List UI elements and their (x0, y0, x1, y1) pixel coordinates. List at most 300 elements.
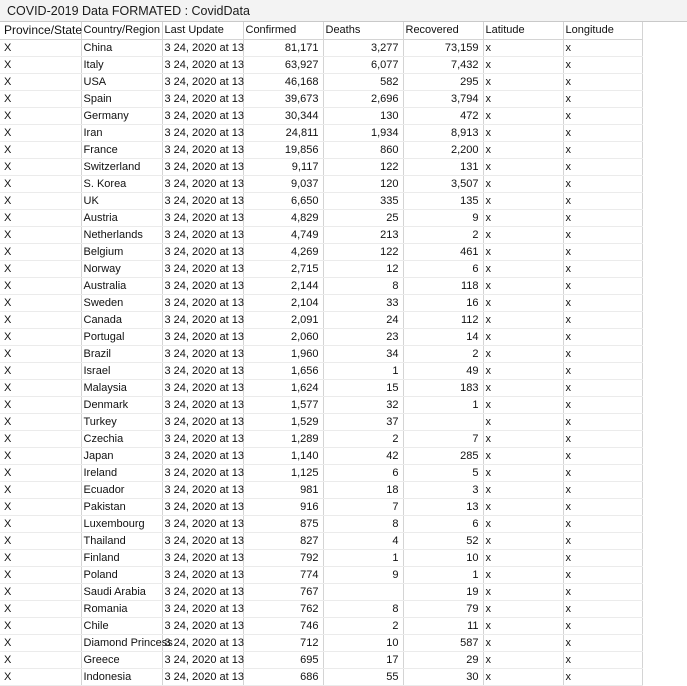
recovered-cell[interactable]: 79 (403, 600, 483, 617)
latitude-cell[interactable]: x (483, 345, 563, 362)
confirmed-cell[interactable]: 695 (243, 651, 323, 668)
last-update-cell[interactable]: 3 24, 2020 at 13 (162, 668, 243, 685)
country-region-cell[interactable]: Brazil (81, 345, 162, 362)
recovered-cell[interactable]: 19 (403, 583, 483, 600)
recovered-cell[interactable]: 461 (403, 243, 483, 260)
latitude-cell[interactable]: x (483, 209, 563, 226)
deaths-cell[interactable]: 582 (323, 73, 403, 90)
confirmed-cell[interactable]: 9,117 (243, 158, 323, 175)
table-row[interactable] (0, 243, 642, 260)
deaths-cell[interactable]: 23 (323, 328, 403, 345)
recovered-cell[interactable]: 3 (403, 481, 483, 498)
latitude-cell[interactable]: x (483, 413, 563, 430)
confirmed-cell[interactable]: 19,856 (243, 141, 323, 158)
longitude-cell[interactable]: x (563, 481, 642, 498)
table-row[interactable] (0, 396, 642, 413)
province-state-cell[interactable]: X (0, 107, 81, 124)
confirmed-cell[interactable]: 1,960 (243, 345, 323, 362)
confirmed-cell[interactable]: 827 (243, 532, 323, 549)
province-state-cell[interactable]: X (0, 481, 81, 498)
province-state-cell[interactable]: X (0, 549, 81, 566)
table-row[interactable] (0, 634, 642, 651)
last-update-cell[interactable]: 3 24, 2020 at 13 (162, 396, 243, 413)
table-row[interactable] (0, 362, 642, 379)
table-row[interactable] (0, 447, 642, 464)
longitude-cell[interactable]: x (563, 498, 642, 515)
deaths-cell[interactable]: 7 (323, 498, 403, 515)
last-update-cell[interactable]: 3 24, 2020 at 13 (162, 464, 243, 481)
table-row[interactable] (0, 209, 642, 226)
table-row[interactable] (0, 158, 642, 175)
latitude-cell[interactable]: x (483, 379, 563, 396)
last-update-cell[interactable]: 3 24, 2020 at 13 (162, 158, 243, 175)
country-region-cell[interactable]: Sweden (81, 294, 162, 311)
last-update-cell[interactable]: 3 24, 2020 at 13 (162, 362, 243, 379)
longitude-cell[interactable]: x (563, 73, 642, 90)
recovered-cell[interactable]: 29 (403, 651, 483, 668)
province-state-cell[interactable]: X (0, 379, 81, 396)
last-update-cell[interactable]: 3 24, 2020 at 13 (162, 226, 243, 243)
longitude-cell[interactable]: x (563, 39, 642, 56)
deaths-cell[interactable]: 122 (323, 243, 403, 260)
confirmed-cell[interactable]: 712 (243, 634, 323, 651)
confirmed-cell[interactable]: 1,289 (243, 430, 323, 447)
province-state-cell[interactable]: X (0, 617, 81, 634)
column-header-country-region[interactable]: Country/Region (81, 22, 162, 39)
deaths-cell[interactable]: 10 (323, 634, 403, 651)
table-row[interactable] (0, 39, 642, 56)
recovered-cell[interactable]: 30 (403, 668, 483, 685)
latitude-cell[interactable]: x (483, 311, 563, 328)
table-row[interactable] (0, 175, 642, 192)
province-state-cell[interactable]: X (0, 583, 81, 600)
latitude-cell[interactable]: x (483, 464, 563, 481)
country-region-cell[interactable]: Romania (81, 600, 162, 617)
table-row[interactable] (0, 328, 642, 345)
country-region-cell[interactable]: Israel (81, 362, 162, 379)
table-row[interactable] (0, 532, 642, 549)
confirmed-cell[interactable]: 4,269 (243, 243, 323, 260)
country-region-cell[interactable]: S. Korea (81, 175, 162, 192)
recovered-cell[interactable]: 5 (403, 464, 483, 481)
longitude-cell[interactable]: x (563, 362, 642, 379)
last-update-cell[interactable]: 3 24, 2020 at 13 (162, 107, 243, 124)
confirmed-cell[interactable]: 686 (243, 668, 323, 685)
longitude-cell[interactable]: x (563, 158, 642, 175)
province-state-cell[interactable]: X (0, 243, 81, 260)
deaths-cell[interactable]: 122 (323, 158, 403, 175)
deaths-cell[interactable]: 130 (323, 107, 403, 124)
column-header-longitude[interactable]: Longitude (563, 22, 642, 39)
last-update-cell[interactable]: 3 24, 2020 at 13 (162, 515, 243, 532)
recovered-cell[interactable]: 52 (403, 532, 483, 549)
latitude-cell[interactable]: x (483, 498, 563, 515)
deaths-cell[interactable]: 213 (323, 226, 403, 243)
latitude-cell[interactable]: x (483, 396, 563, 413)
latitude-cell[interactable]: x (483, 651, 563, 668)
last-update-cell[interactable]: 3 24, 2020 at 13 (162, 345, 243, 362)
longitude-cell[interactable]: x (563, 668, 642, 685)
recovered-cell[interactable]: 7 (403, 430, 483, 447)
latitude-cell[interactable]: x (483, 430, 563, 447)
recovered-cell[interactable]: 285 (403, 447, 483, 464)
province-state-cell[interactable]: X (0, 600, 81, 617)
column-header-province-state[interactable]: Province/State (0, 22, 81, 39)
deaths-cell[interactable]: 2 (323, 617, 403, 634)
recovered-cell[interactable]: 9 (403, 209, 483, 226)
last-update-cell[interactable]: 3 24, 2020 at 13 (162, 447, 243, 464)
latitude-cell[interactable]: x (483, 56, 563, 73)
confirmed-cell[interactable]: 39,673 (243, 90, 323, 107)
recovered-cell[interactable]: 73,159 (403, 39, 483, 56)
country-region-cell[interactable]: Pakistan (81, 498, 162, 515)
country-region-cell[interactable]: France (81, 141, 162, 158)
country-region-cell[interactable]: UK (81, 192, 162, 209)
column-header-deaths[interactable]: Deaths (323, 22, 403, 39)
province-state-cell[interactable]: X (0, 651, 81, 668)
deaths-cell[interactable]: 6 (323, 464, 403, 481)
table-row[interactable] (0, 294, 642, 311)
deaths-cell[interactable]: 25 (323, 209, 403, 226)
confirmed-cell[interactable]: 2,144 (243, 277, 323, 294)
longitude-cell[interactable]: x (563, 515, 642, 532)
country-region-cell[interactable]: Finland (81, 549, 162, 566)
confirmed-cell[interactable]: 767 (243, 583, 323, 600)
table-row[interactable] (0, 56, 642, 73)
province-state-cell[interactable]: X (0, 192, 81, 209)
confirmed-cell[interactable]: 762 (243, 600, 323, 617)
province-state-cell[interactable]: X (0, 413, 81, 430)
latitude-cell[interactable]: x (483, 634, 563, 651)
confirmed-cell[interactable]: 774 (243, 566, 323, 583)
latitude-cell[interactable]: x (483, 260, 563, 277)
province-state-cell[interactable]: X (0, 498, 81, 515)
last-update-cell[interactable]: 3 24, 2020 at 13 (162, 243, 243, 260)
last-update-cell[interactable]: 3 24, 2020 at 13 (162, 498, 243, 515)
longitude-cell[interactable]: x (563, 90, 642, 107)
deaths-cell[interactable]: 12 (323, 260, 403, 277)
longitude-cell[interactable]: x (563, 328, 642, 345)
province-state-cell[interactable]: X (0, 345, 81, 362)
deaths-cell[interactable]: 15 (323, 379, 403, 396)
table-row[interactable] (0, 311, 642, 328)
recovered-cell[interactable]: 6 (403, 515, 483, 532)
latitude-cell[interactable]: x (483, 243, 563, 260)
country-region-cell[interactable]: Iran (81, 124, 162, 141)
country-region-cell[interactable]: Turkey (81, 413, 162, 430)
longitude-cell[interactable]: x (563, 532, 642, 549)
last-update-cell[interactable]: 3 24, 2020 at 13 (162, 430, 243, 447)
confirmed-cell[interactable]: 1,125 (243, 464, 323, 481)
latitude-cell[interactable]: x (483, 447, 563, 464)
data-grid[interactable] (0, 22, 687, 683)
recovered-cell[interactable]: 135 (403, 192, 483, 209)
table-row[interactable] (0, 617, 642, 634)
last-update-cell[interactable]: 3 24, 2020 at 13 (162, 73, 243, 90)
longitude-cell[interactable]: x (563, 311, 642, 328)
province-state-cell[interactable]: X (0, 447, 81, 464)
last-update-cell[interactable]: 3 24, 2020 at 13 (162, 56, 243, 73)
confirmed-cell[interactable]: 1,656 (243, 362, 323, 379)
deaths-cell[interactable]: 3,277 (323, 39, 403, 56)
latitude-cell[interactable]: x (483, 600, 563, 617)
country-region-cell[interactable]: Chile (81, 617, 162, 634)
province-state-cell[interactable]: X (0, 124, 81, 141)
table-row[interactable] (0, 413, 642, 430)
province-state-cell[interactable]: X (0, 226, 81, 243)
confirmed-cell[interactable]: 30,344 (243, 107, 323, 124)
recovered-cell[interactable]: 118 (403, 277, 483, 294)
longitude-cell[interactable]: x (563, 464, 642, 481)
deaths-cell[interactable] (323, 583, 403, 600)
confirmed-cell[interactable]: 792 (243, 549, 323, 566)
province-state-cell[interactable]: X (0, 430, 81, 447)
table-row[interactable] (0, 107, 642, 124)
province-state-cell[interactable]: X (0, 464, 81, 481)
deaths-cell[interactable]: 1,934 (323, 124, 403, 141)
recovered-cell[interactable]: 3,507 (403, 175, 483, 192)
recovered-cell[interactable]: 2 (403, 226, 483, 243)
longitude-cell[interactable]: x (563, 226, 642, 243)
longitude-cell[interactable]: x (563, 396, 642, 413)
last-update-cell[interactable]: 3 24, 2020 at 13 (162, 311, 243, 328)
latitude-cell[interactable]: x (483, 549, 563, 566)
deaths-cell[interactable]: 2 (323, 430, 403, 447)
deaths-cell[interactable]: 1 (323, 549, 403, 566)
confirmed-cell[interactable]: 46,168 (243, 73, 323, 90)
province-state-cell[interactable]: X (0, 158, 81, 175)
recovered-cell[interactable]: 131 (403, 158, 483, 175)
country-region-cell[interactable]: Switzerland (81, 158, 162, 175)
longitude-cell[interactable]: x (563, 379, 642, 396)
latitude-cell[interactable]: x (483, 141, 563, 158)
latitude-cell[interactable]: x (483, 532, 563, 549)
province-state-cell[interactable]: X (0, 396, 81, 413)
last-update-cell[interactable]: 3 24, 2020 at 13 (162, 192, 243, 209)
last-update-cell[interactable]: 3 24, 2020 at 13 (162, 549, 243, 566)
table-row[interactable] (0, 668, 642, 685)
recovered-cell[interactable] (403, 413, 483, 430)
last-update-cell[interactable]: 3 24, 2020 at 13 (162, 39, 243, 56)
latitude-cell[interactable]: x (483, 107, 563, 124)
deaths-cell[interactable]: 8 (323, 515, 403, 532)
country-region-cell[interactable]: Indonesia (81, 668, 162, 685)
last-update-cell[interactable]: 3 24, 2020 at 13 (162, 379, 243, 396)
latitude-cell[interactable]: x (483, 175, 563, 192)
confirmed-cell[interactable]: 9,037 (243, 175, 323, 192)
longitude-cell[interactable]: x (563, 634, 642, 651)
province-state-cell[interactable]: X (0, 532, 81, 549)
country-region-cell[interactable]: USA (81, 73, 162, 90)
recovered-cell[interactable]: 11 (403, 617, 483, 634)
country-region-cell[interactable]: Poland (81, 566, 162, 583)
table-row[interactable] (0, 260, 642, 277)
deaths-cell[interactable]: 335 (323, 192, 403, 209)
longitude-cell[interactable]: x (563, 430, 642, 447)
latitude-cell[interactable]: x (483, 158, 563, 175)
country-region-cell[interactable]: Ecuador (81, 481, 162, 498)
latitude-cell[interactable]: x (483, 277, 563, 294)
table-row[interactable] (0, 430, 642, 447)
recovered-cell[interactable]: 587 (403, 634, 483, 651)
latitude-cell[interactable]: x (483, 583, 563, 600)
country-region-cell[interactable]: Germany (81, 107, 162, 124)
country-region-cell[interactable]: Malaysia (81, 379, 162, 396)
longitude-cell[interactable]: x (563, 175, 642, 192)
longitude-cell[interactable]: x (563, 56, 642, 73)
last-update-cell[interactable]: 3 24, 2020 at 13 (162, 141, 243, 158)
country-region-cell[interactable]: Czechia (81, 430, 162, 447)
country-region-cell[interactable]: Norway (81, 260, 162, 277)
latitude-cell[interactable]: x (483, 124, 563, 141)
deaths-cell[interactable]: 8 (323, 600, 403, 617)
deaths-cell[interactable]: 1 (323, 362, 403, 379)
recovered-cell[interactable]: 3,794 (403, 90, 483, 107)
province-state-cell[interactable]: X (0, 209, 81, 226)
confirmed-cell[interactable]: 2,091 (243, 311, 323, 328)
last-update-cell[interactable]: 3 24, 2020 at 13 (162, 617, 243, 634)
province-state-cell[interactable]: X (0, 73, 81, 90)
table-row[interactable] (0, 600, 642, 617)
longitude-cell[interactable]: x (563, 549, 642, 566)
recovered-cell[interactable]: 10 (403, 549, 483, 566)
longitude-cell[interactable]: x (563, 294, 642, 311)
latitude-cell[interactable]: x (483, 362, 563, 379)
longitude-cell[interactable]: x (563, 413, 642, 430)
last-update-cell[interactable]: 3 24, 2020 at 13 (162, 260, 243, 277)
province-state-cell[interactable]: X (0, 362, 81, 379)
longitude-cell[interactable]: x (563, 277, 642, 294)
deaths-cell[interactable]: 24 (323, 311, 403, 328)
longitude-cell[interactable]: x (563, 260, 642, 277)
table-row[interactable] (0, 277, 642, 294)
confirmed-cell[interactable]: 2,060 (243, 328, 323, 345)
confirmed-cell[interactable]: 63,927 (243, 56, 323, 73)
table-row[interactable] (0, 90, 642, 107)
recovered-cell[interactable]: 112 (403, 311, 483, 328)
table-row[interactable] (0, 464, 642, 481)
latitude-cell[interactable]: x (483, 515, 563, 532)
country-region-cell[interactable]: Netherlands (81, 226, 162, 243)
latitude-cell[interactable]: x (483, 226, 563, 243)
province-state-cell[interactable]: X (0, 311, 81, 328)
longitude-cell[interactable]: x (563, 124, 642, 141)
longitude-cell[interactable]: x (563, 617, 642, 634)
deaths-cell[interactable]: 2,696 (323, 90, 403, 107)
longitude-cell[interactable]: x (563, 651, 642, 668)
deaths-cell[interactable]: 37 (323, 413, 403, 430)
confirmed-cell[interactable]: 1,140 (243, 447, 323, 464)
last-update-cell[interactable]: 3 24, 2020 at 13 (162, 600, 243, 617)
latitude-cell[interactable]: x (483, 481, 563, 498)
country-region-cell[interactable]: Japan (81, 447, 162, 464)
province-state-cell[interactable]: X (0, 277, 81, 294)
country-region-cell[interactable]: Thailand (81, 532, 162, 549)
confirmed-cell[interactable]: 81,171 (243, 39, 323, 56)
table-row[interactable] (0, 498, 642, 515)
recovered-cell[interactable]: 2,200 (403, 141, 483, 158)
province-state-cell[interactable]: X (0, 515, 81, 532)
table-row[interactable] (0, 566, 642, 583)
confirmed-cell[interactable]: 2,715 (243, 260, 323, 277)
confirmed-cell[interactable]: 4,829 (243, 209, 323, 226)
last-update-cell[interactable]: 3 24, 2020 at 13 (162, 583, 243, 600)
last-update-cell[interactable]: 3 24, 2020 at 13 (162, 277, 243, 294)
longitude-cell[interactable]: x (563, 447, 642, 464)
table-row[interactable] (0, 515, 642, 532)
confirmed-cell[interactable]: 916 (243, 498, 323, 515)
province-state-cell[interactable]: X (0, 141, 81, 158)
recovered-cell[interactable]: 7,432 (403, 56, 483, 73)
deaths-cell[interactable]: 18 (323, 481, 403, 498)
province-state-cell[interactable]: X (0, 328, 81, 345)
recovered-cell[interactable]: 13 (403, 498, 483, 515)
table-row[interactable] (0, 192, 642, 209)
latitude-cell[interactable]: x (483, 90, 563, 107)
longitude-cell[interactable]: x (563, 209, 642, 226)
last-update-cell[interactable]: 3 24, 2020 at 13 (162, 532, 243, 549)
table-row[interactable] (0, 345, 642, 362)
last-update-cell[interactable]: 3 24, 2020 at 13 (162, 413, 243, 430)
longitude-cell[interactable]: x (563, 566, 642, 583)
table-row[interactable] (0, 481, 642, 498)
table-row[interactable] (0, 379, 642, 396)
country-region-cell[interactable]: Italy (81, 56, 162, 73)
column-header-confirmed[interactable]: Confirmed (243, 22, 323, 39)
recovered-cell[interactable]: 6 (403, 260, 483, 277)
table-row[interactable] (0, 73, 642, 90)
last-update-cell[interactable]: 3 24, 2020 at 13 (162, 328, 243, 345)
province-state-cell[interactable]: X (0, 634, 81, 651)
latitude-cell[interactable]: x (483, 192, 563, 209)
country-region-cell[interactable]: Portugal (81, 328, 162, 345)
deaths-cell[interactable]: 6,077 (323, 56, 403, 73)
country-region-cell[interactable]: Denmark (81, 396, 162, 413)
recovered-cell[interactable]: 1 (403, 566, 483, 583)
latitude-cell[interactable]: x (483, 566, 563, 583)
recovered-cell[interactable]: 49 (403, 362, 483, 379)
recovered-cell[interactable]: 16 (403, 294, 483, 311)
table-row[interactable] (0, 226, 642, 243)
last-update-cell[interactable]: 3 24, 2020 at 13 (162, 566, 243, 583)
country-region-cell[interactable]: Luxembourg (81, 515, 162, 532)
country-region-cell[interactable]: Diamond Princess (81, 634, 162, 651)
deaths-cell[interactable]: 34 (323, 345, 403, 362)
last-update-cell[interactable]: 3 24, 2020 at 13 (162, 175, 243, 192)
recovered-cell[interactable]: 183 (403, 379, 483, 396)
table-row[interactable] (0, 549, 642, 566)
confirmed-cell[interactable]: 1,529 (243, 413, 323, 430)
longitude-cell[interactable]: x (563, 600, 642, 617)
table-row[interactable] (0, 141, 642, 158)
table-row[interactable] (0, 583, 642, 600)
deaths-cell[interactable]: 17 (323, 651, 403, 668)
last-update-cell[interactable]: 3 24, 2020 at 13 (162, 481, 243, 498)
confirmed-cell[interactable]: 1,577 (243, 396, 323, 413)
confirmed-cell[interactable]: 981 (243, 481, 323, 498)
province-state-cell[interactable]: X (0, 90, 81, 107)
province-state-cell[interactable]: X (0, 566, 81, 583)
deaths-cell[interactable]: 860 (323, 141, 403, 158)
province-state-cell[interactable]: X (0, 39, 81, 56)
confirmed-cell[interactable]: 4,749 (243, 226, 323, 243)
country-region-cell[interactable]: Saudi Arabia (81, 583, 162, 600)
country-region-cell[interactable]: Belgium (81, 243, 162, 260)
deaths-cell[interactable]: 32 (323, 396, 403, 413)
deaths-cell[interactable]: 9 (323, 566, 403, 583)
last-update-cell[interactable]: 3 24, 2020 at 13 (162, 651, 243, 668)
recovered-cell[interactable]: 472 (403, 107, 483, 124)
